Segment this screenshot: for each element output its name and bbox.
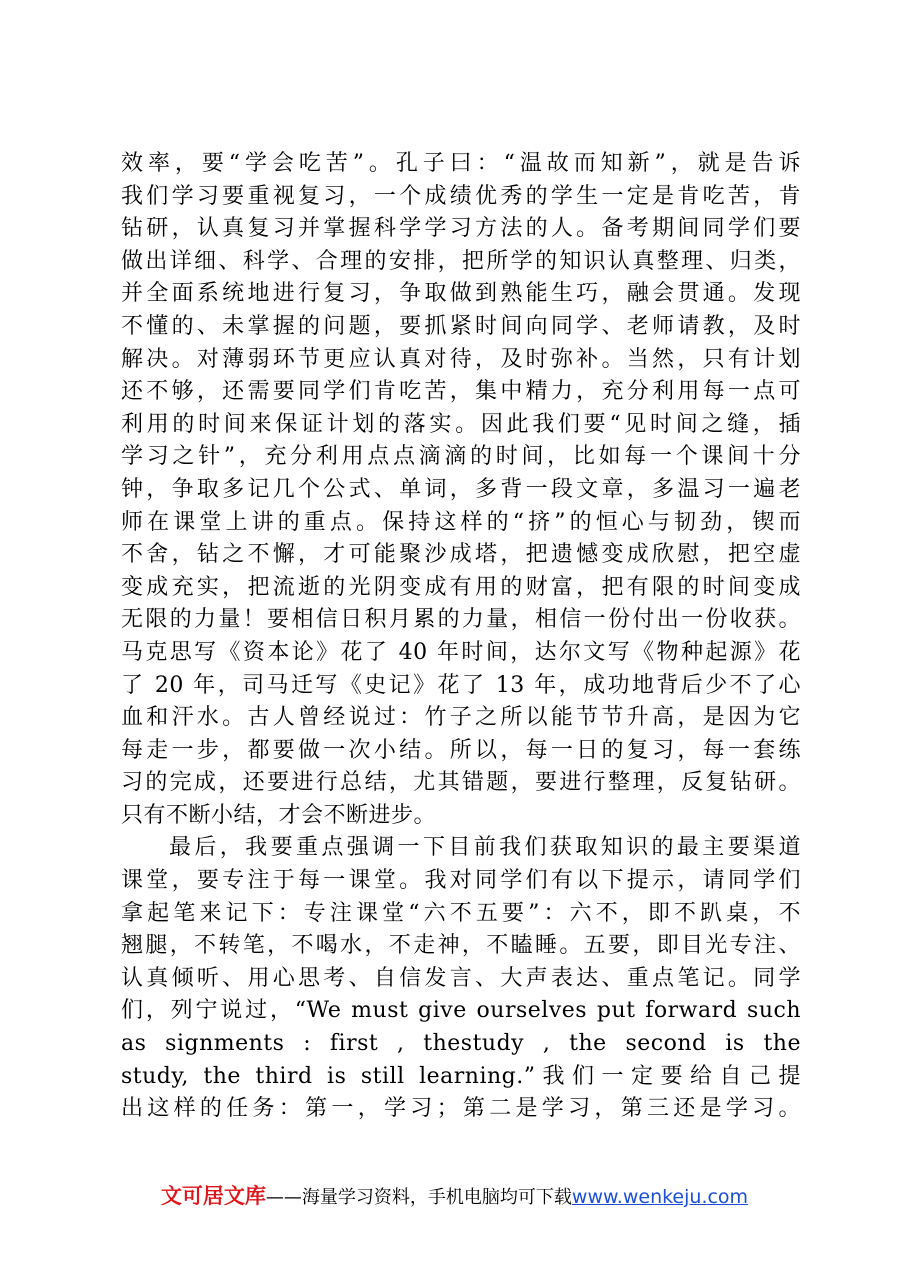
text-line: 习的完成，还要进行总结，尤其错题，要进行整理，反复钻研。: [121, 770, 801, 796]
text-line: 做出详细、科学、合理的安排，把所学的知识认真整理、归类，: [121, 248, 801, 274]
body-text: [121, 148, 801, 1126]
text-line: 不懂的、未掌握的问题，要抓紧时间向同学、老师请教，及时: [121, 313, 801, 339]
text-line: 钟，争取多记几个公式、单词，多背一段文章，多温习一遍老: [121, 476, 801, 502]
brand-name: 文可居文库: [160, 1184, 266, 1208]
website-link[interactable]: www.wenkeju.com: [571, 1186, 749, 1208]
text-line: 翘腿，不转笔，不喝水，不走神，不瞌睡。五要，即目光专注、: [121, 933, 801, 959]
text-line: 效率，要“学会吃苦”。孔子曰：“温故而知新”，就是告诉: [121, 151, 801, 176]
text-line: 了 20 年，司马迁写《史记》花了 13 年，成功地背后少不了心: [121, 672, 801, 698]
paragraph-first-line: 最后，我要重点强调一下目前我们获取知识的最主要渠道: [169, 835, 801, 861]
footer-tagline: ——海量学习资料，手机电脑均可下载: [265, 1187, 572, 1208]
text-line: 不舍，钻之不懈，才可能聚沙成塔，把遗憾变成欣慰，把空虚: [121, 542, 801, 568]
paragraph-end-line: 只有不断小结，才会不断进步。: [121, 802, 437, 828]
text-line: study, the third is still learning.”我们一定要给自己提: [121, 1063, 801, 1089]
text-line: 拿起笔来记下：专注课堂“六不五要”：六不，即不趴桌，不: [121, 900, 801, 926]
text-line: 出这样的任务：第一，学习；第二是学习，第三还是学习。: [121, 1096, 801, 1122]
footer-banner: [0, 1180, 909, 1210]
text-line: 钻研，认真复习并掌握科学学习方法的人。备考期间同学们要: [121, 216, 801, 242]
text-line: 血和汗水。古人曾经说过：竹子之所以能节节升高，是因为它: [121, 705, 801, 731]
text-line: 师在课堂上讲的重点。保持这样的“挤”的恒心与韧劲，锲而: [121, 509, 801, 535]
text-line: 学习之针”，充分利用点点滴滴的时间，比如每一个课间十分: [121, 444, 801, 470]
text-line: 无限的力量！要相信日积月累的力量，相信一份付出一份收获。: [121, 607, 801, 633]
text-line: 解决。对薄弱环节更应认真对待，及时弥补。当然，只有计划: [121, 346, 801, 372]
text-line: 变成充实，把流逝的光阴变成有用的财富，把有限的时间变成: [121, 574, 801, 600]
text-line: 们，列宁说过，“We must give ourselves put forward such: [121, 998, 801, 1024]
text-line: 课堂，要专注于每一课堂。我对同学们有以下提示，请同学们: [121, 868, 801, 894]
text-line: 利用的时间来保证计划的落实。因此我们要“见时间之缝，插: [121, 411, 801, 437]
text-line: 我们学习要重视复习，一个成绩优秀的学生一定是肯吃苦，肯: [121, 183, 801, 209]
text-line: 并全面系统地进行复习，争取做到熟能生巧，融会贯通。发现: [121, 281, 801, 307]
text-line: 还不够，还需要同学们肯吃苦，集中精力，充分利用每一点可: [121, 379, 801, 405]
text-line: 每走一步，都要做一次小结。所以，每一日的复习，每一套练: [121, 737, 801, 763]
text-line: 马克思写《资本论》花了 40 年时间，达尔文写《物种起源》花: [121, 639, 801, 665]
text-line: 认真倾听、用心思考、自信发言、大声表达、重点笔记。同学: [121, 965, 801, 991]
text-line: as signments : first , thestudy , the second is the: [121, 1031, 801, 1057]
